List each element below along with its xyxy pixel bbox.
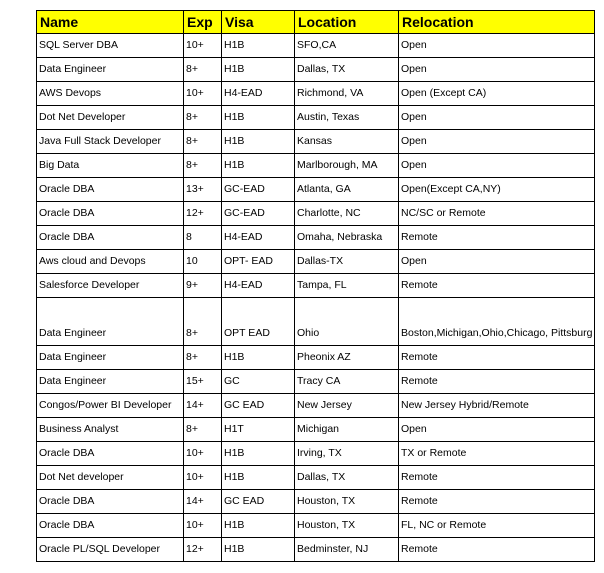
cell-location: Marlborough, MA — [295, 154, 399, 178]
cell-visa: H1B — [222, 346, 295, 370]
cell-name: Data Engineer — [37, 58, 184, 82]
cell-relocation: Open (Except CA) — [399, 82, 595, 106]
cell-exp: 8+ — [184, 418, 222, 442]
table-row — [37, 106, 595, 130]
cell-relocation: NC/SC or Remote — [399, 202, 595, 226]
cell-location: Ohio — [295, 298, 399, 346]
cell-name: Big Data — [37, 154, 184, 178]
cell-name: Data Engineer — [37, 370, 184, 394]
table-row — [37, 34, 595, 58]
cell-name: Oracle DBA — [37, 514, 184, 538]
cell-exp: 15+ — [184, 370, 222, 394]
cell-exp: 10+ — [184, 82, 222, 106]
cell-name: Oracle PL/SQL Developer — [37, 538, 184, 562]
cell-relocation: Remote — [399, 466, 595, 490]
cell-exp: 10+ — [184, 466, 222, 490]
cell-relocation: Open — [399, 154, 595, 178]
cell-relocation: Remote — [399, 538, 595, 562]
cell-name: Oracle DBA — [37, 442, 184, 466]
table-row — [37, 82, 595, 106]
cell-relocation: Remote — [399, 226, 595, 250]
cell-location: Tampa, FL — [295, 274, 399, 298]
table-row — [37, 466, 595, 490]
cell-relocation: Boston,Michigan,Ohio,Chicago, Pittsburg — [399, 298, 595, 346]
header-exp: Exp — [184, 11, 222, 34]
cell-visa: GC EAD — [222, 490, 295, 514]
cell-location: Atlanta, GA — [295, 178, 399, 202]
cell-relocation: Open — [399, 418, 595, 442]
table-row — [37, 178, 595, 202]
table-body — [37, 34, 595, 562]
cell-location: Dallas, TX — [295, 58, 399, 82]
table-row — [37, 346, 595, 370]
cell-exp: 13+ — [184, 178, 222, 202]
cell-exp: 8+ — [184, 58, 222, 82]
cell-relocation: TX or Remote — [399, 442, 595, 466]
header-visa: Visa — [222, 11, 295, 34]
cell-location: Michigan — [295, 418, 399, 442]
cell-name: SQL Server DBA — [37, 34, 184, 58]
cell-name: Congos/Power BI Developer — [37, 394, 184, 418]
cell-exp: 12+ — [184, 202, 222, 226]
table-row — [37, 250, 595, 274]
cell-visa: H1B — [222, 154, 295, 178]
table-row — [37, 370, 595, 394]
table-row — [37, 418, 595, 442]
cell-name: Data Engineer — [37, 298, 184, 346]
table-row — [37, 274, 595, 298]
cell-name: Oracle DBA — [37, 202, 184, 226]
cell-location: Irving, TX — [295, 442, 399, 466]
cell-exp: 8+ — [184, 346, 222, 370]
cell-location: Tracy CA — [295, 370, 399, 394]
table-row — [37, 514, 595, 538]
cell-relocation: Remote — [399, 490, 595, 514]
header-name: Name — [37, 11, 184, 34]
cell-relocation: Open — [399, 58, 595, 82]
cell-relocation: Open — [399, 34, 595, 58]
cell-relocation: Remote — [399, 370, 595, 394]
cell-visa: H4-EAD — [222, 82, 295, 106]
table-row — [37, 394, 595, 418]
cell-visa: OPT- EAD — [222, 250, 295, 274]
header-row — [37, 11, 595, 34]
cell-location: Kansas — [295, 130, 399, 154]
cell-exp: 8+ — [184, 154, 222, 178]
cell-visa: H1T — [222, 418, 295, 442]
cell-visa: H1B — [222, 466, 295, 490]
cell-visa: H1B — [222, 538, 295, 562]
cell-visa: H4-EAD — [222, 226, 295, 250]
table-row — [37, 130, 595, 154]
cell-visa: H4-EAD — [222, 274, 295, 298]
cell-relocation: New Jersey Hybrid/Remote — [399, 394, 595, 418]
cell-visa: H1B — [222, 34, 295, 58]
cell-location: Houston, TX — [295, 514, 399, 538]
cell-relocation: FL, NC or Remote — [399, 514, 595, 538]
table-row — [37, 538, 595, 562]
cell-relocation: Open — [399, 130, 595, 154]
cell-name: Oracle DBA — [37, 226, 184, 250]
cell-relocation: Open(Except CA,NY) — [399, 178, 595, 202]
candidates-table — [36, 10, 595, 562]
cell-location: Charlotte, NC — [295, 202, 399, 226]
cell-relocation: Remote — [399, 274, 595, 298]
header-location: Location — [295, 11, 399, 34]
cell-location: Bedminster, NJ — [295, 538, 399, 562]
cell-visa: H1B — [222, 514, 295, 538]
cell-name: Dot Net developer — [37, 466, 184, 490]
cell-name: Oracle DBA — [37, 490, 184, 514]
cell-visa: H1B — [222, 130, 295, 154]
cell-name: Aws cloud and Devops — [37, 250, 184, 274]
cell-exp: 10+ — [184, 34, 222, 58]
table-row — [37, 154, 595, 178]
cell-visa: GC-EAD — [222, 202, 295, 226]
cell-name: AWS Devops — [37, 82, 184, 106]
cell-location: Omaha, Nebraska — [295, 226, 399, 250]
cell-exp: 12+ — [184, 538, 222, 562]
cell-exp: 8 — [184, 226, 222, 250]
cell-visa: GC EAD — [222, 394, 295, 418]
table-row — [37, 298, 595, 346]
cell-visa: OPT EAD — [222, 298, 295, 346]
cell-exp: 14+ — [184, 490, 222, 514]
cell-name: Dot Net Developer — [37, 106, 184, 130]
cell-exp: 10 — [184, 250, 222, 274]
cell-name: Data Engineer — [37, 346, 184, 370]
cell-visa: H1B — [222, 58, 295, 82]
cell-relocation: Open — [399, 250, 595, 274]
header-relocation: Relocation — [399, 11, 595, 34]
cell-location: Austin, Texas — [295, 106, 399, 130]
cell-visa: H1B — [222, 106, 295, 130]
cell-visa: H1B — [222, 442, 295, 466]
cell-visa: GC — [222, 370, 295, 394]
cell-exp: 8+ — [184, 298, 222, 346]
cell-relocation: Remote — [399, 346, 595, 370]
cell-location: Houston, TX — [295, 490, 399, 514]
cell-name: Business Analyst — [37, 418, 184, 442]
cell-visa: GC-EAD — [222, 178, 295, 202]
cell-relocation: Open — [399, 106, 595, 130]
cell-location: SFO,CA — [295, 34, 399, 58]
cell-exp: 8+ — [184, 106, 222, 130]
cell-exp: 10+ — [184, 442, 222, 466]
cell-name: Oracle DBA — [37, 178, 184, 202]
cell-location: Dallas-TX — [295, 250, 399, 274]
table-row — [37, 58, 595, 82]
table-row — [37, 490, 595, 514]
table-row — [37, 442, 595, 466]
cell-exp: 14+ — [184, 394, 222, 418]
table-row — [37, 202, 595, 226]
cell-name: Salesforce Developer — [37, 274, 184, 298]
cell-location: Richmond, VA — [295, 82, 399, 106]
cell-exp: 10+ — [184, 514, 222, 538]
table-row — [37, 226, 595, 250]
cell-exp: 8+ — [184, 130, 222, 154]
cell-location: Dallas, TX — [295, 466, 399, 490]
table-header — [37, 11, 595, 34]
cell-location: New Jersey — [295, 394, 399, 418]
cell-exp: 9+ — [184, 274, 222, 298]
cell-name: Java Full Stack Developer — [37, 130, 184, 154]
cell-location: Pheonix AZ — [295, 346, 399, 370]
